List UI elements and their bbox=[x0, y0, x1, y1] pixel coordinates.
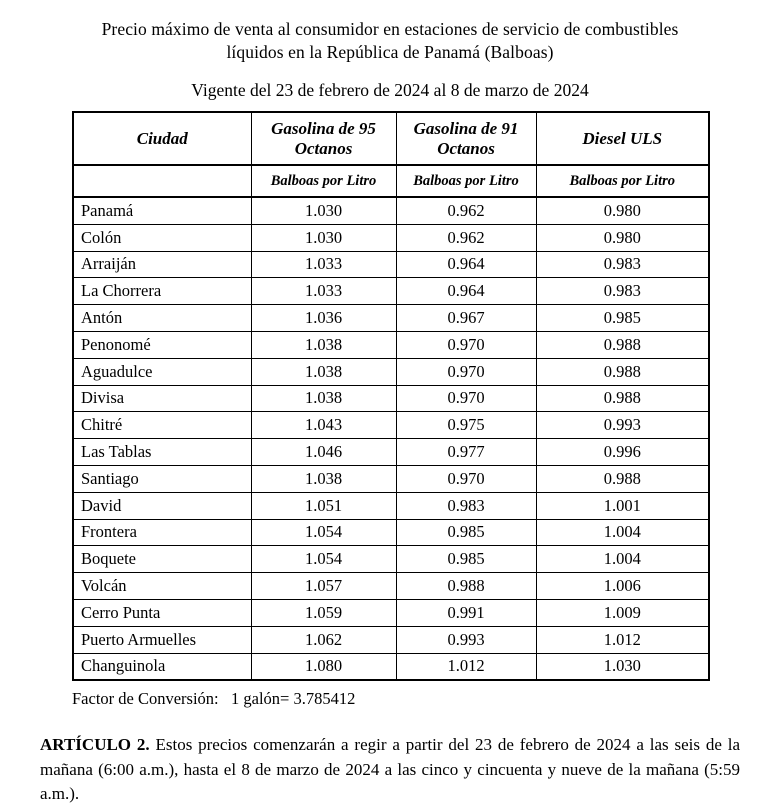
cell-city: Arraiján bbox=[73, 251, 251, 278]
cell-gasoline-95: 1.038 bbox=[251, 465, 396, 492]
cell-city: David bbox=[73, 492, 251, 519]
cell-gasoline-91: 0.962 bbox=[396, 197, 536, 224]
table-row bbox=[73, 224, 709, 251]
cell-diesel: 0.988 bbox=[536, 358, 709, 385]
cell-city: Changuinola bbox=[73, 653, 251, 680]
cell-gasoline-91: 0.967 bbox=[396, 305, 536, 332]
table-row bbox=[73, 599, 709, 626]
cell-gasoline-91: 1.012 bbox=[396, 653, 536, 680]
price-table-container bbox=[72, 111, 708, 681]
cell-gasoline-95: 1.043 bbox=[251, 412, 396, 439]
cell-diesel: 0.983 bbox=[536, 278, 709, 305]
cell-gasoline-95: 1.033 bbox=[251, 278, 396, 305]
cell-gasoline-95: 1.059 bbox=[251, 599, 396, 626]
conversion-factor-note: Factor de Conversión: 1 galón= 3.785412 bbox=[72, 689, 356, 709]
cell-gasoline-91: 0.985 bbox=[396, 546, 536, 573]
cell-diesel: 0.980 bbox=[536, 197, 709, 224]
cell-city: Colón bbox=[73, 224, 251, 251]
cell-gasoline-91: 0.970 bbox=[396, 331, 536, 358]
column-header-diesel: Diesel ULS bbox=[536, 112, 709, 165]
table-row bbox=[73, 546, 709, 573]
table-row bbox=[73, 251, 709, 278]
table-row bbox=[73, 465, 709, 492]
cell-diesel: 1.004 bbox=[536, 519, 709, 546]
cell-gasoline-95: 1.030 bbox=[251, 197, 396, 224]
fuel-price-table bbox=[72, 111, 710, 681]
cell-gasoline-95: 1.038 bbox=[251, 331, 396, 358]
table-row bbox=[73, 305, 709, 332]
cell-gasoline-95: 1.054 bbox=[251, 519, 396, 546]
column-header-city: Ciudad bbox=[73, 112, 251, 165]
cell-gasoline-91: 0.988 bbox=[396, 573, 536, 600]
table-header-row-units bbox=[73, 165, 709, 197]
table-row bbox=[73, 439, 709, 466]
cell-city: Aguadulce bbox=[73, 358, 251, 385]
table-header-row-main bbox=[73, 112, 709, 165]
column-header-gasoline-95: Gasolina de 95 Octanos bbox=[251, 112, 396, 165]
cell-gasoline-95: 1.038 bbox=[251, 358, 396, 385]
unit-header-gasoline-95: Balboas por Litro bbox=[251, 165, 396, 197]
cell-diesel: 0.983 bbox=[536, 251, 709, 278]
unit-header-gasoline-91: Balboas por Litro bbox=[396, 165, 536, 197]
cell-city: Puerto Armuelles bbox=[73, 626, 251, 653]
cell-gasoline-91: 0.970 bbox=[396, 358, 536, 385]
cell-gasoline-91: 0.985 bbox=[396, 519, 536, 546]
table-body bbox=[73, 197, 709, 680]
cell-gasoline-95: 1.036 bbox=[251, 305, 396, 332]
cell-city: La Chorrera bbox=[73, 278, 251, 305]
cell-gasoline-91: 0.970 bbox=[396, 385, 536, 412]
cell-diesel: 0.980 bbox=[536, 224, 709, 251]
cell-gasoline-95: 1.033 bbox=[251, 251, 396, 278]
cell-diesel: 1.009 bbox=[536, 599, 709, 626]
cell-city: Cerro Punta bbox=[73, 599, 251, 626]
column-header-gasoline-91: Gasolina de 91 Octanos bbox=[396, 112, 536, 165]
cell-city: Volcán bbox=[73, 573, 251, 600]
cell-city: Divisa bbox=[73, 385, 251, 412]
cell-gasoline-95: 1.054 bbox=[251, 546, 396, 573]
cell-city: Boquete bbox=[73, 546, 251, 573]
cell-city: Panamá bbox=[73, 197, 251, 224]
article-2-paragraph bbox=[40, 733, 740, 807]
table-row bbox=[73, 385, 709, 412]
table-row bbox=[73, 519, 709, 546]
cell-diesel: 1.030 bbox=[536, 653, 709, 680]
cell-gasoline-91: 0.964 bbox=[396, 251, 536, 278]
cell-diesel: 0.996 bbox=[536, 439, 709, 466]
cell-diesel: 0.993 bbox=[536, 412, 709, 439]
cell-city: Chitré bbox=[73, 412, 251, 439]
cell-gasoline-95: 1.051 bbox=[251, 492, 396, 519]
cell-gasoline-91: 0.977 bbox=[396, 439, 536, 466]
table-row bbox=[73, 358, 709, 385]
table-header bbox=[73, 112, 709, 197]
cell-city: Penonomé bbox=[73, 331, 251, 358]
cell-city: Antón bbox=[73, 305, 251, 332]
cell-gasoline-91: 0.975 bbox=[396, 412, 536, 439]
cell-gasoline-91: 0.993 bbox=[396, 626, 536, 653]
table-row bbox=[73, 331, 709, 358]
cell-diesel: 1.004 bbox=[536, 546, 709, 573]
table-row bbox=[73, 626, 709, 653]
cell-diesel: 0.988 bbox=[536, 465, 709, 492]
document-title-block bbox=[0, 0, 780, 101]
cell-gasoline-95: 1.062 bbox=[251, 626, 396, 653]
cell-city: Las Tablas bbox=[73, 439, 251, 466]
cell-diesel: 0.988 bbox=[536, 331, 709, 358]
page-title-line-1: Precio máximo de venta al consumidor en estaciones de servicio de combustibles bbox=[101, 19, 679, 39]
cell-gasoline-95: 1.030 bbox=[251, 224, 396, 251]
unit-header-city bbox=[73, 165, 251, 197]
table-row bbox=[73, 492, 709, 519]
cell-city: Santiago bbox=[73, 465, 251, 492]
table-row bbox=[73, 197, 709, 224]
page-subtitle: Vigente del 23 de febrero de 2024 al 8 de marzo de 2024 bbox=[191, 80, 589, 100]
cell-gasoline-95: 1.038 bbox=[251, 385, 396, 412]
cell-diesel: 1.012 bbox=[536, 626, 709, 653]
cell-gasoline-91: 0.962 bbox=[396, 224, 536, 251]
article-label: ARTÍCULO 2. bbox=[40, 735, 150, 755]
cell-diesel: 0.988 bbox=[536, 385, 709, 412]
article-body: Estos precios comenzarán a regir a partir del 23 de febrero de 2024 a las seis de la mañana (6:00 a.m.), hasta el 8 de marzo de 2024 a las cinco y cincuenta y nueve de la mañana (5:59 a.m.). bbox=[40, 735, 740, 804]
cell-gasoline-95: 1.057 bbox=[251, 573, 396, 600]
table-row bbox=[73, 653, 709, 680]
table-row bbox=[73, 278, 709, 305]
cell-diesel: 0.985 bbox=[536, 305, 709, 332]
page-title-line-2: líquidos en la República de Panamá (Balboas) bbox=[226, 42, 554, 62]
cell-city: Frontera bbox=[73, 519, 251, 546]
cell-gasoline-91: 0.970 bbox=[396, 465, 536, 492]
cell-gasoline-91: 0.991 bbox=[396, 599, 536, 626]
cell-gasoline-95: 1.080 bbox=[251, 653, 396, 680]
cell-diesel: 1.001 bbox=[536, 492, 709, 519]
cell-diesel: 1.006 bbox=[536, 573, 709, 600]
table-row bbox=[73, 573, 709, 600]
cell-gasoline-95: 1.046 bbox=[251, 439, 396, 466]
cell-gasoline-91: 0.983 bbox=[396, 492, 536, 519]
table-row bbox=[73, 412, 709, 439]
unit-header-diesel: Balboas por Litro bbox=[536, 165, 709, 197]
cell-gasoline-91: 0.964 bbox=[396, 278, 536, 305]
